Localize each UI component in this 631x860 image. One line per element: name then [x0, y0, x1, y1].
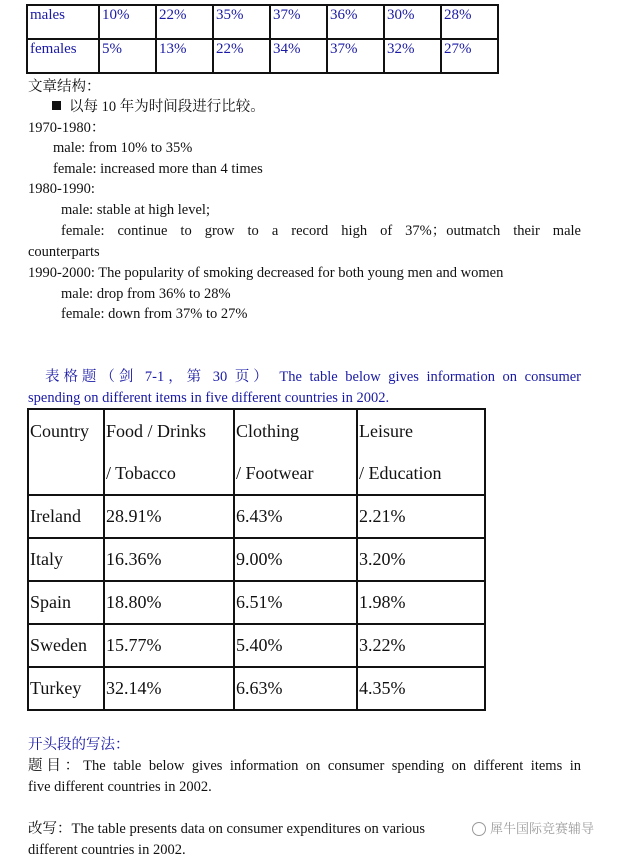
header-country: Country — [28, 409, 104, 495]
leisure-cell: 2.21% — [357, 495, 485, 538]
header-clothing: Clothing / Footwear — [234, 409, 357, 495]
header-leisure: Leisure / Education — [357, 409, 485, 495]
period-1980-female-cont: counterparts — [28, 244, 100, 260]
table-cell: 28% — [441, 5, 498, 39]
country-cell: Spain — [28, 581, 104, 624]
country-cell: Turkey — [28, 667, 104, 710]
header-food: Food / Drinks / Tobacco — [104, 409, 234, 495]
leisure-cell: 3.20% — [357, 538, 485, 581]
country-cell: Ireland — [28, 495, 104, 538]
food-cell: 32.14% — [104, 667, 234, 710]
table-cell: 34% — [270, 39, 327, 73]
watermark: 犀牛国际竞赛辅导 — [472, 818, 594, 837]
table-cell: 30% — [384, 5, 441, 39]
leisure-cell: 1.98% — [357, 581, 485, 624]
period-1990-female: female: down from 37% to 27% — [61, 306, 248, 322]
table-cell: 22% — [213, 39, 270, 73]
row-label: females — [27, 39, 99, 73]
table-cell: 10% — [99, 5, 156, 39]
table-cell: 13% — [156, 39, 213, 73]
table-cell: 37% — [270, 5, 327, 39]
period-1980: 1980-1990: — [28, 181, 95, 197]
row-label: males — [27, 5, 99, 39]
food-cell: 28.91% — [104, 495, 234, 538]
clothing-cell: 5.40% — [234, 624, 357, 667]
opening-heading: 开头段的写法： — [28, 737, 130, 753]
rewrite-line-2: different countries in 2002. — [28, 842, 186, 858]
period-1970: 1970-1980： — [28, 120, 106, 136]
table-cell: 5% — [99, 39, 156, 73]
table-row — [28, 667, 485, 710]
table-cell: 22% — [156, 5, 213, 39]
question-line-1: 题目：The table below gives information on consumer spending on different items in — [28, 758, 581, 774]
table-row — [27, 5, 498, 39]
wechat-logo-icon — [472, 822, 486, 836]
table-row — [28, 624, 485, 667]
task-line-2: spending on different items in five different countries in 2002. — [28, 390, 390, 406]
clothing-cell: 6.51% — [234, 581, 357, 624]
leisure-cell: 3.22% — [357, 624, 485, 667]
smoking-table — [26, 4, 499, 74]
table-row — [28, 538, 485, 581]
table-cell: 35% — [213, 5, 270, 39]
rewrite-line-1: 改写：The table presents data on consumer expenditures on various — [28, 821, 426, 837]
table-cell: 36% — [327, 5, 384, 39]
food-cell: 18.80% — [104, 581, 234, 624]
table-header-row — [28, 409, 485, 495]
bullet-text: 以每 10 年为时间段进行比较。 — [69, 99, 265, 115]
table-cell: 27% — [441, 39, 498, 73]
leisure-cell: 4.35% — [357, 667, 485, 710]
structure-heading: 文章结构： — [28, 79, 101, 95]
table-cell: 37% — [327, 39, 384, 73]
period-1990-male: male: drop from 36% to 28% — [61, 286, 231, 302]
clothing-cell: 9.00% — [234, 538, 357, 581]
spending-table — [27, 408, 486, 711]
period-1980-male: male: stable at high level; — [61, 202, 210, 218]
table-row — [28, 495, 485, 538]
period-1970-female: female: increased more than 4 times — [53, 161, 263, 177]
table-row — [27, 39, 498, 73]
table-cell: 32% — [384, 39, 441, 73]
clothing-cell: 6.43% — [234, 495, 357, 538]
task-line-1: 表格题（剑 7-1，第 30 页） The table below gives information on consumer — [45, 369, 581, 385]
bullet-line — [52, 97, 265, 117]
food-cell: 15.77% — [104, 624, 234, 667]
table-row — [28, 581, 485, 624]
country-cell: Sweden — [28, 624, 104, 667]
food-cell: 16.36% — [104, 538, 234, 581]
bullet-square-icon — [52, 101, 61, 110]
period-1990: 1990-2000: The popularity of smoking decreased for both young men and women — [28, 265, 504, 281]
country-cell: Italy — [28, 538, 104, 581]
question-line-2: five different countries in 2002. — [28, 779, 212, 795]
period-1980-female: female: continue to grow to a record high of 37%；outmatch their male — [61, 223, 581, 239]
period-1970-male: male: from 10% to 35% — [53, 140, 193, 156]
clothing-cell: 6.63% — [234, 667, 357, 710]
